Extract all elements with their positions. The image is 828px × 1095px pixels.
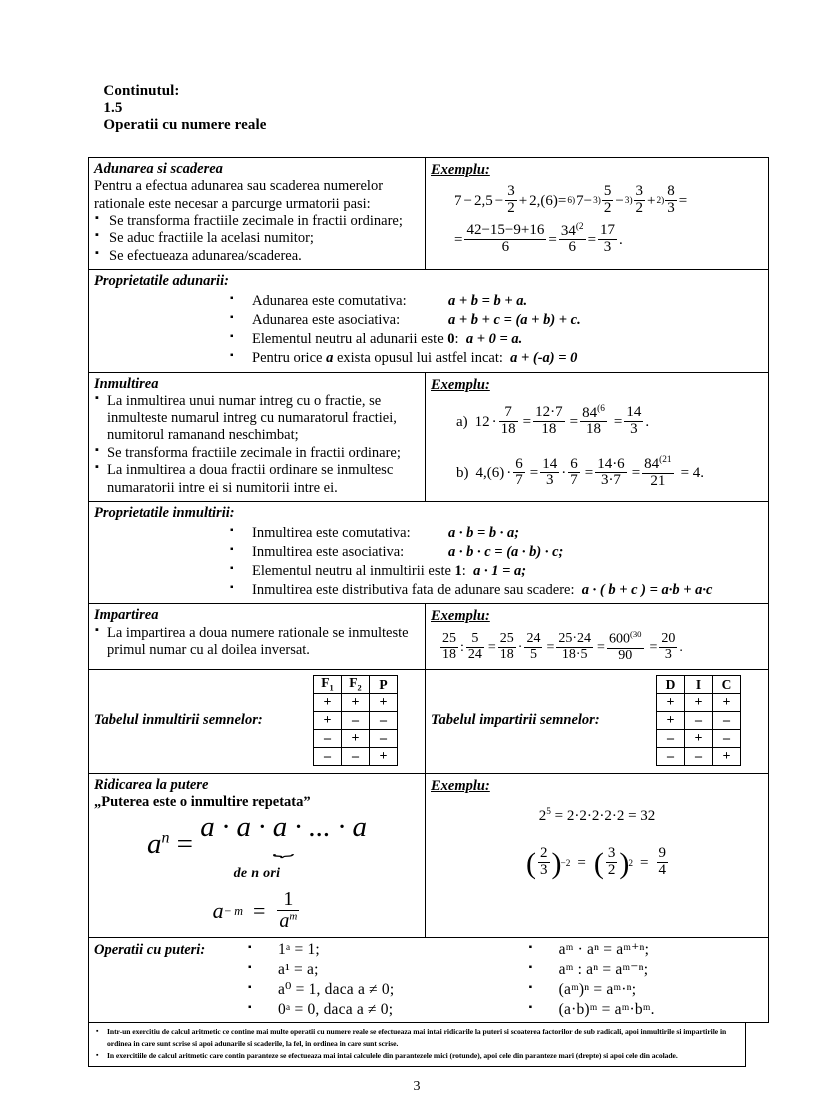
list-item xyxy=(230,330,763,349)
page-title-number: 1.5 xyxy=(103,100,123,116)
table-row-multiplication xyxy=(89,372,769,501)
property-label: Pentru orice a exista opusul lui astfel incat: xyxy=(252,349,503,366)
column-header: D xyxy=(657,676,685,694)
property-formula: a + b = b + a. xyxy=(448,293,528,310)
multiplication-steps xyxy=(94,393,420,497)
table-cell: – xyxy=(370,712,398,730)
table-cell: + xyxy=(713,694,741,712)
list-item: ▪ Se transforma fractiile zecimale in fractii ordinare; xyxy=(94,445,420,462)
power-operations-label-text: Operatii cu puteri: xyxy=(94,941,206,958)
table-cell: – xyxy=(685,712,713,730)
division-signs-cell xyxy=(426,669,769,773)
property-label: Elementul neutru al adunarii este 0: xyxy=(252,330,459,347)
property-formula: a · b · c = (a · b) · c; xyxy=(448,543,564,560)
footnotes-box xyxy=(88,1023,746,1066)
property-formula: a · b = b · a; xyxy=(448,525,520,542)
multiplication-example-b: b) 4,(6) · $\frac{6}{7}$ = $\frac{14}{3}$ · $\frac{6}{7}$ = $\frac{14\cdot 6}{3\cdot 7}$ = $\frac{84^{(21}}{21}$ = 4. xyxy=(456,455,705,489)
table-cell: + xyxy=(657,712,685,730)
table-cell: – xyxy=(657,730,685,748)
multiplication-heading: Inmultirea xyxy=(94,375,159,392)
page-title-text: Operatii cu numere reale xyxy=(103,117,267,133)
table-cell: + xyxy=(685,694,713,712)
table-row-sign-tables xyxy=(89,669,769,773)
table-cell: + xyxy=(713,748,741,766)
underbrace: ⏟ xyxy=(273,837,294,857)
addition-steps xyxy=(94,213,420,265)
table-row-power xyxy=(89,773,769,937)
table-cell: + xyxy=(314,694,342,712)
list-item xyxy=(230,311,763,330)
content-table xyxy=(88,157,769,1023)
power-heading: Ridicarea la putere xyxy=(94,776,209,793)
table-cell: – xyxy=(342,748,370,766)
multiplication-sign-table xyxy=(313,675,398,766)
division-sign-table-wrap xyxy=(431,673,763,769)
list-item xyxy=(230,349,763,368)
power-operations-right-list xyxy=(503,940,763,1021)
list-item xyxy=(230,292,763,311)
table-cell: – xyxy=(713,712,741,730)
multiplication-properties-heading: Proprietatile inmultirii: xyxy=(94,505,235,521)
page-number: 3 xyxy=(413,1078,421,1094)
multiplication-sign-table-wrap xyxy=(94,673,420,769)
table-cell: + xyxy=(314,712,342,730)
column-header: $F_2$ xyxy=(342,675,370,693)
power-example-line1: $2^5 = 2\cdot 2\cdot 2\cdot 2\cdot 2 = 32$ xyxy=(538,806,656,824)
column-header: P xyxy=(370,675,398,693)
table-row-multiplication-properties xyxy=(89,502,769,604)
table-row-power-operations xyxy=(89,937,769,1023)
property-label: Inmultirea este asociativa: xyxy=(252,543,405,560)
example-label: Exemplu: xyxy=(431,777,490,794)
property-label: Inmultirea este distributiva fata de adunare sau scadere: xyxy=(252,581,575,598)
table-cell: + xyxy=(342,694,370,712)
example-a-label: a) xyxy=(456,413,468,430)
list-item: ▪ 1ᵃ = 1; xyxy=(248,940,503,960)
power-operations-left-list xyxy=(222,940,503,1021)
property-formula: a · 1 = a; xyxy=(473,562,527,579)
list-item xyxy=(230,543,763,562)
power-quote: „Puterea este o inmultire repetata” xyxy=(94,793,311,810)
table-cell: + xyxy=(342,730,370,748)
division-heading: Impartirea xyxy=(94,607,159,624)
table-row xyxy=(314,730,398,748)
table-row xyxy=(657,712,741,730)
list-item: ▪ Intr-un exercitiu de calcul aritmetic ce contine mai multe operatii cu numere reale se efectueaza mai intai ridicarile la puteri si scoaterea factorilor de sub radicali, apoi inmultirile si impartirile in ordinea in care sunt scrise si apoi adunarile si scaderile, la fel, in ordinea in care sunt scrise. xyxy=(95,1026,739,1050)
table-row xyxy=(314,694,398,712)
power-definition-formula: $a^n$ = a · a · a · ... · a ⏟ xyxy=(147,813,367,859)
list-item: ▪ La inmultirea unui numar intreg cu o fractie, se inmulteste numarul intreg cu numaratorul fractiei, numitorul ramanand neschimbat; xyxy=(94,393,420,445)
power-operations-label xyxy=(94,940,222,1021)
multiplication-example-a: a) 12 · $\frac{7}{18}$ = $\frac{12\cdot 7}{18}$ = $\frac{84^{(6}}{18}$ = $\frac{14}{3}$ . xyxy=(456,403,650,438)
addition-example-line2: = $\frac{42-15-9+16}{6}$ = $\frac{34^{(2}}{6}$ = $\frac{17}{3}$ . xyxy=(454,221,623,256)
power-operations-grid xyxy=(94,940,763,1021)
multiplication-properties-cell xyxy=(89,502,769,604)
page-title xyxy=(88,66,746,151)
page-content xyxy=(88,66,746,1095)
property-formula: a · ( b + c ) = a·b + a·c xyxy=(581,581,713,598)
table-cell: – xyxy=(370,730,398,748)
multiplication-cell xyxy=(89,372,426,501)
power-cell xyxy=(89,773,426,937)
table-row xyxy=(314,748,398,766)
addition-example-line1: 7 − 2,5 − $\frac{3}{2}$ + 2,(6)= 6) 7− 3) $\frac{5}{2}$ − 3) $\frac{3}{2}$ + 2) $\frac{8}{3}$ = xyxy=(454,183,688,216)
column-header: I xyxy=(685,676,713,694)
table-cell: – xyxy=(342,712,370,730)
example-label: Exemplu: xyxy=(431,162,490,178)
power-underbrace-label: de n ori xyxy=(233,865,281,881)
addition-heading: Adunarea si scaderea xyxy=(94,161,223,177)
table-cell: + xyxy=(370,748,398,766)
multiplication-properties-list xyxy=(94,524,763,599)
table-row xyxy=(314,712,398,730)
multiplication-signs-cell xyxy=(89,669,426,773)
page-title-label: Continutul: xyxy=(103,83,180,99)
power-example-line2: ( $\frac{2}{3}$ ) −2 = ( $\frac{3}{2}$ ) 2 = $\frac{9}{4}$ xyxy=(526,845,666,880)
power-operations-right-column xyxy=(503,940,763,1021)
table-cell: + xyxy=(685,730,713,748)
list-item xyxy=(230,562,763,581)
property-label: Elementul neutru al inmultirii este 1: xyxy=(252,562,466,579)
list-item: ▪ a¹ = a; xyxy=(248,960,503,980)
property-label: Adunarea este asociativa: xyxy=(252,312,401,329)
table-row xyxy=(314,675,398,693)
table-row-addition xyxy=(89,158,769,270)
addition-example-cell xyxy=(426,158,769,270)
table-row-division xyxy=(89,604,769,669)
example-label: Exemplu: xyxy=(431,608,490,625)
table-cell: – xyxy=(713,730,741,748)
example-b-label: b) xyxy=(456,465,469,482)
list-item xyxy=(230,524,763,543)
table-row xyxy=(657,730,741,748)
table-row xyxy=(657,694,741,712)
column-header: $F_1$ xyxy=(314,675,342,693)
table-row xyxy=(657,748,741,766)
list-item: ▪ Se transforma fractiile zecimale in fractii ordinare; xyxy=(94,213,420,230)
table-cell: + xyxy=(370,694,398,712)
property-label: Adunarea este comutativa: xyxy=(252,293,407,310)
list-item: ▪ aᵐ : aⁿ = aᵐ⁻ⁿ; xyxy=(529,960,763,980)
table-row xyxy=(657,676,741,694)
list-item: ▪ Se efectueaza adunarea/scaderea. xyxy=(94,248,420,265)
division-sign-table xyxy=(656,675,741,766)
division-example-cell xyxy=(426,604,769,669)
column-header: C xyxy=(713,676,741,694)
table-cell: – xyxy=(685,748,713,766)
table-cell: – xyxy=(314,748,342,766)
list-item: ▪ In exercitiile de calcul aritmetic care contin paranteze se efectueaza mai intai calculele din parantezele mici (rotunde), apoi cele din paranteze mari (drepte) si apoi cele din acolade. xyxy=(95,1050,739,1062)
division-sign-title: Tabelul impartirii semnelor: xyxy=(431,712,600,729)
table-row-addition-properties xyxy=(89,270,769,372)
list-item: ▪ (a·b)ᵐ = aᵐ·bᵐ. xyxy=(529,1000,763,1020)
list-item: ▪ La inmultirea a doua fractii ordinare se inmultesc numaratorii intre ei si numitorii intre ei. xyxy=(94,462,420,497)
list-item: ▪ La impartirea a doua numere rationale se inmulteste primul numar cu al doilea inversat. xyxy=(94,625,420,660)
addition-properties-heading: Proprietatile adunarii: xyxy=(94,273,229,290)
addition-cell xyxy=(89,158,426,270)
list-item xyxy=(230,581,763,600)
multiplication-example-cell xyxy=(426,372,769,501)
multiplication-sign-title: Tabelul inmultirii semnelor: xyxy=(94,712,263,729)
example-label: Exemplu: xyxy=(431,376,490,393)
division-steps xyxy=(94,625,420,660)
table-cell: – xyxy=(657,748,685,766)
footnotes-list xyxy=(95,1026,739,1061)
property-label: Inmultirea este comutativa: xyxy=(252,525,411,542)
list-item: ▪ Se aduc fractiile la acelasi numitor; xyxy=(94,230,420,247)
division-cell xyxy=(89,604,426,669)
property-formula: a + b + c = (a + b) + c. xyxy=(448,312,581,329)
list-item: ▪ (aᵐ)ⁿ = aᵐ·ⁿ; xyxy=(529,980,763,1000)
list-item: ▪ aᵐ · aⁿ = aᵐ⁺ⁿ; xyxy=(529,940,763,960)
power-operations-left-column xyxy=(222,940,503,1021)
power-negative-formula: a − m = $\frac{1}{a^m}$ xyxy=(212,887,298,932)
list-item: ▪ a⁰ = 1, daca a ≠ 0; xyxy=(248,980,503,1000)
power-example-cell xyxy=(426,773,769,937)
property-formula: a + 0 = a. xyxy=(465,330,523,347)
addition-properties-cell xyxy=(89,270,769,372)
list-item: ▪ 0ᵃ = 0, daca a ≠ 0; xyxy=(248,1000,503,1020)
power-definition xyxy=(94,811,420,933)
property-formula: a + (-a) = 0 xyxy=(510,349,578,366)
power-operations-cell xyxy=(89,937,769,1023)
table-cell: – xyxy=(314,730,342,748)
addition-properties-list xyxy=(94,292,763,367)
division-example-line: $\frac{25}{18}$ : $\frac{5}{24}$ = $\frac{25}{18}$ · $\frac{24}{5}$ = $\frac{25\cdot 24}{18\cdot 5}$ = $\frac{600^{(30}}{90}$ = $\frac{20}{3}$ . xyxy=(442,629,683,663)
table-cell: + xyxy=(657,694,685,712)
addition-intro: Pentru a efectua adunarea sau scaderea numerelor rationale este necesar a parcurge urmatorii pasi: xyxy=(94,178,384,212)
